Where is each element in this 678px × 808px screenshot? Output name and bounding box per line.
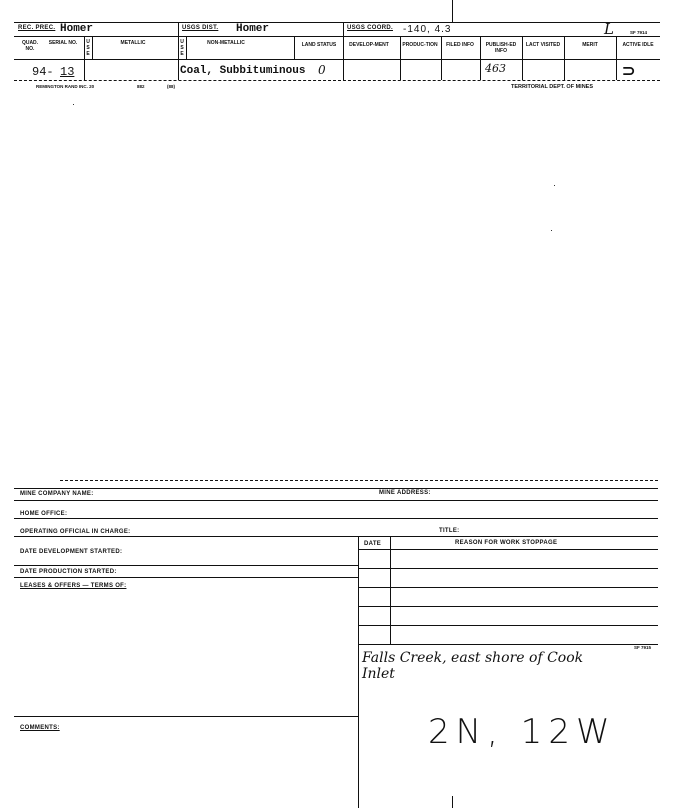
col-land-status: LAND STATUS xyxy=(301,42,337,48)
leases-offers-label: LEASES & OFFERS — TERMS OF: xyxy=(20,583,127,589)
usgs-coord-value: -140, 4.3 xyxy=(403,24,452,35)
col-use-2: U S E xyxy=(180,39,184,57)
col-metallic: METALLIC xyxy=(120,40,146,46)
row-quad: 94- xyxy=(32,65,54,79)
row-published: 463 xyxy=(485,62,506,75)
mine-company-label: MINE COMPANY NAME: xyxy=(20,491,94,497)
row-land-status: 0 xyxy=(318,63,326,77)
col-quad-no: QUAD. NO. xyxy=(21,40,39,52)
speck xyxy=(73,104,74,105)
footer-code-2: (88) xyxy=(167,84,176,89)
usgs-coord-label: USGS COORD. xyxy=(347,25,393,31)
usgs-dist-label: USGS DIST. xyxy=(182,25,219,31)
township-note: 2N, 12W xyxy=(428,712,616,752)
row-active-mark: ⊃ xyxy=(622,63,636,80)
col-production: PRODUC-TION xyxy=(402,42,438,48)
footer-code-1: 882 xyxy=(137,84,145,89)
date-production-label: DATE PRODUCTION STARTED: xyxy=(20,569,117,575)
col-last-visited: LACT VISITED xyxy=(525,42,561,48)
home-office-label: HOME OFFICE: xyxy=(20,511,68,517)
date-development-label: DATE DEVELOPMENT STARTED: xyxy=(20,549,123,555)
date-col-header: DATE xyxy=(364,541,382,547)
comments-label: COMMENTS: xyxy=(20,725,60,731)
operating-official-label: OPERATING OFFICIAL IN CHARGE: xyxy=(20,529,131,535)
reason-col-header: REASON FOR WORK STOPPAGE xyxy=(455,540,558,546)
col-active-idle: ACTIVE IDLE xyxy=(622,42,654,48)
col-development: DEVELOP-MENT xyxy=(349,42,389,48)
rec-prec-value: Homer xyxy=(60,23,94,35)
location-note-line2: Inlet xyxy=(362,666,395,682)
col-merit: MERIT xyxy=(582,42,598,48)
location-note-line1: Falls Creek, east shore of Cook xyxy=(362,650,584,666)
rec-prec-label: REC. PREC. xyxy=(18,25,56,31)
row-nonmetallic: Coal, Subbituminous xyxy=(180,65,306,77)
handwritten-mark: L xyxy=(604,20,614,38)
col-nonmetallic: NON-METALLIC xyxy=(207,40,245,46)
usgs-dist-value: Homer xyxy=(236,23,270,35)
speck xyxy=(554,185,555,186)
form-number-top: SF 7914 xyxy=(630,30,648,35)
footer-right: TERRITORIAL DEPT. OF MINES xyxy=(511,84,593,90)
col-use-1: U S E xyxy=(86,39,90,57)
row-serial: 13 xyxy=(60,65,75,79)
title-label: TITLE: xyxy=(439,528,460,534)
col-published-info: PUBLISH-ED INFO xyxy=(485,42,517,54)
col-serial-no: SERIAL NO. xyxy=(48,40,78,46)
binding-mark-bottom xyxy=(452,796,453,808)
col-filed-info: FILED INFO xyxy=(446,42,474,48)
mine-address-label: MINE ADDRESS: xyxy=(379,490,431,496)
form-number-bottom: SF 7915 xyxy=(634,645,652,650)
binding-mark-top xyxy=(452,0,453,22)
speck xyxy=(551,230,552,231)
footer-left: REMINGTON RAND INC. 20 xyxy=(36,84,95,89)
